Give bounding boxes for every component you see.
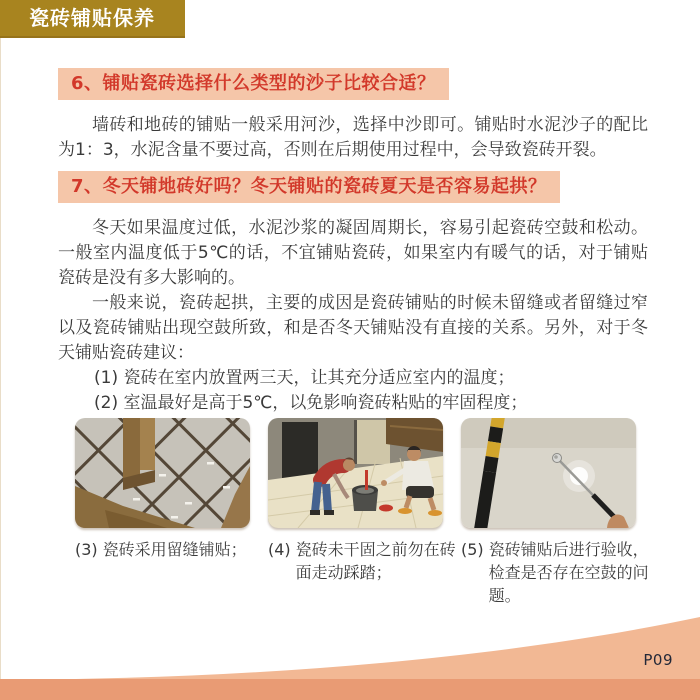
page-left-edge-line	[0, 0, 1, 700]
figure-4	[268, 418, 456, 607]
tiles-with-spacers-illustration	[75, 418, 250, 528]
page-header-bar	[0, 0, 185, 38]
figure-5-caption	[461, 538, 653, 607]
figure-4-marker: (4)	[268, 540, 291, 559]
question-6-answer: 墙砖和地砖的铺贴一般采用河沙，选择中沙即可。铺贴时水泥沙子的配比为1：3，水泥含量不要过高，否则在后期使用过程中，会导致瓷砖开裂。	[58, 115, 648, 160]
question-7-answer-paragraph-1: 冬天如果温度过低，水泥沙浆的凝固周期长，容易引起瓷砖空鼓和松动。一般室内温度低于5℃的话，不宜铺贴瓷砖，如果室内有暖气的话，对于铺贴瓷砖是没有多大影响的。	[58, 218, 648, 288]
figure-5	[461, 418, 649, 607]
page-title: 瓷砖铺贴保养	[29, 6, 155, 30]
figure-3	[75, 418, 250, 607]
footer-band	[0, 679, 700, 700]
hollow-check-illustration	[461, 418, 636, 528]
question-7-answer-paragraph-2: 一般来说，瓷砖起拱，主要的成因是瓷砖铺贴的时候未留缝或者留缝过窄以及瓷砖铺贴出现空鼓所致，和是否冬天铺贴没有直接的关系。另外，对于冬天铺贴瓷砖建议：	[58, 293, 648, 363]
winter-tip-1: (1) 瓷砖在室内放置两三天，让其充分适应室内的温度；	[94, 368, 515, 388]
content-area	[58, 68, 648, 416]
figure-4-caption-text: 瓷砖未干固之前勿在砖面走动踩踏；	[295, 540, 456, 582]
figures-row	[75, 418, 655, 607]
question-7-heading: 7、冬天铺地砖好吗？冬天铺贴的瓷砖夏天是否容易起拱？	[58, 171, 560, 203]
figure-3-marker: (3)	[75, 540, 98, 559]
question-6-heading: 6、铺贴瓷砖选择什么类型的沙子比较合适？	[58, 68, 449, 100]
winter-tip-2: (2) 室温最好是高于5℃，以免影响瓷砖粘贴的牢固程度；	[94, 393, 528, 413]
figure-4-caption	[268, 538, 460, 584]
figure-3-caption-text: 瓷砖采用留缝铺贴；	[102, 540, 247, 559]
workers-on-tiles-photo	[268, 418, 443, 528]
figure-5-caption-text: 瓷砖铺贴后进行验收，检查是否存在空鼓的问题。	[488, 540, 649, 605]
page-number: P09	[643, 651, 673, 669]
figure-5-marker: (5)	[461, 540, 484, 559]
hollow-check-photo	[461, 418, 636, 528]
figure-3-caption	[75, 538, 267, 561]
workers-on-tiles-illustration	[268, 418, 443, 528]
footer-swoosh-shape	[0, 617, 700, 679]
tiles-with-spacers-photo	[75, 418, 250, 528]
